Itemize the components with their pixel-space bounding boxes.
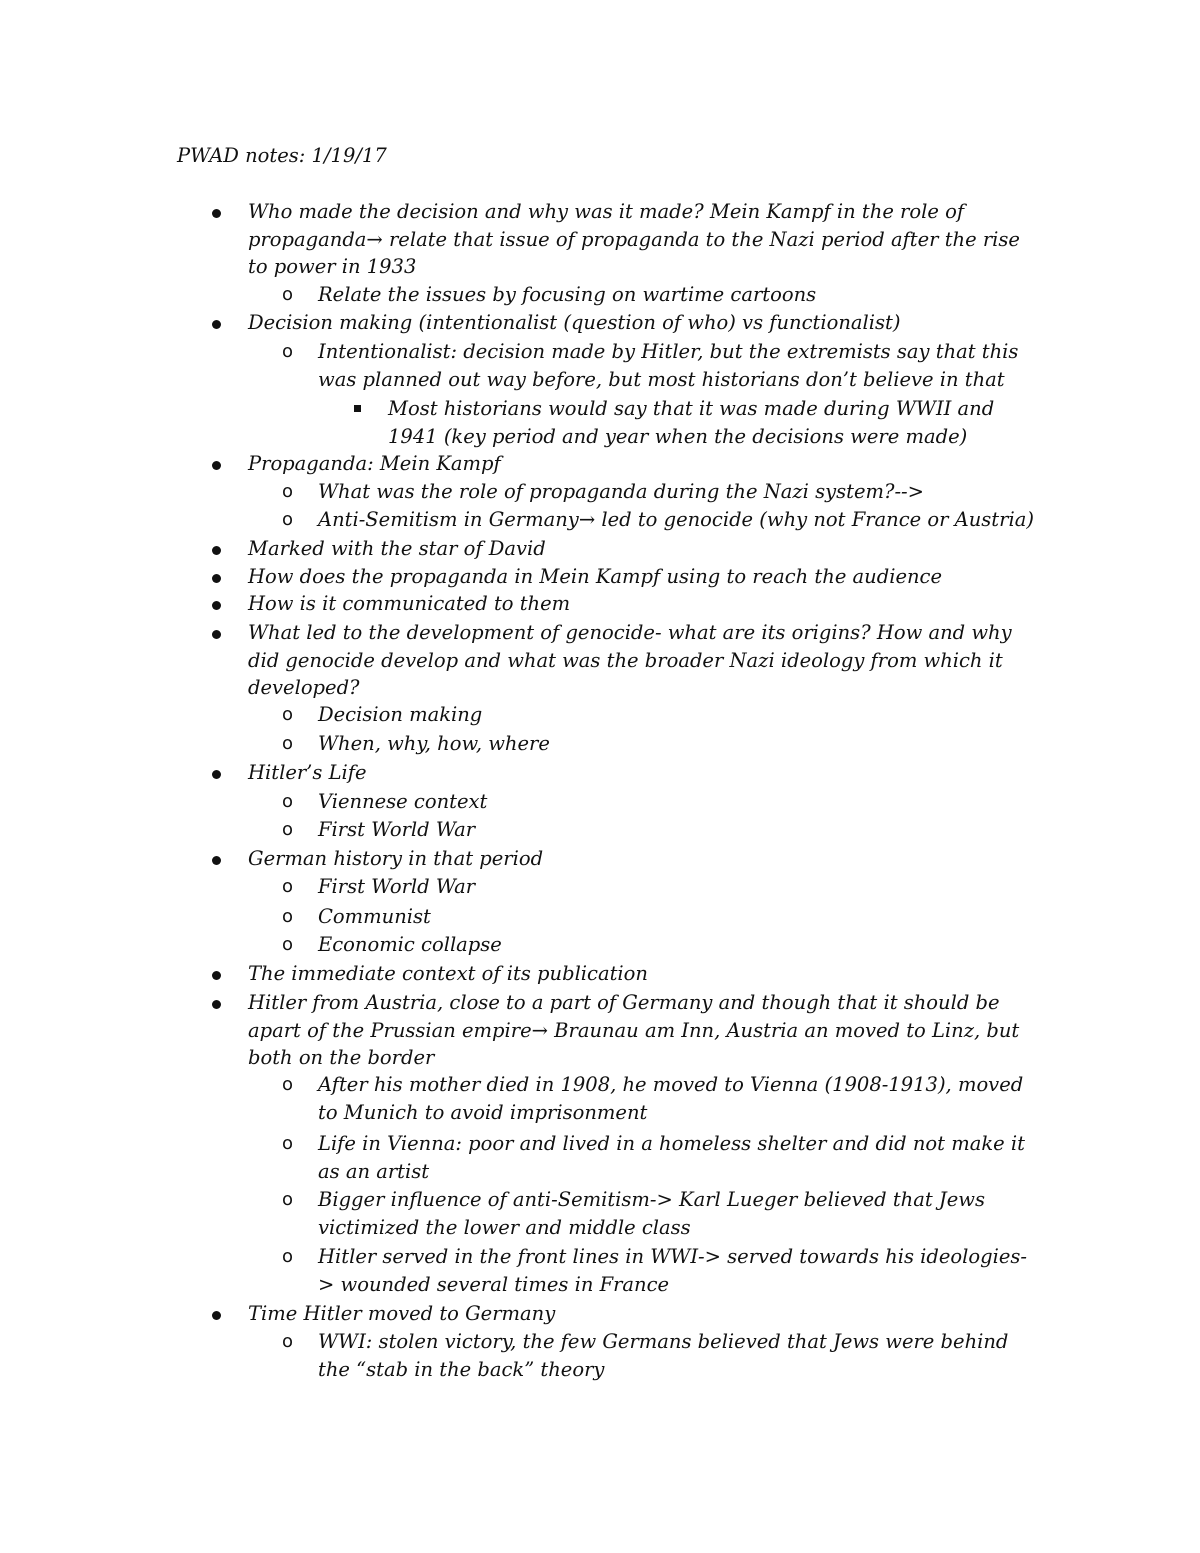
sub-bullet-text: Economic collapse: [318, 933, 502, 956]
sub-bullet-text: Relate the issues by focusing on wartime cartoons: [318, 283, 817, 306]
sub-bullet-marker: o: [282, 481, 294, 502]
bullet-item: [248, 198, 1038, 281]
bullet-text: Hitler’s Life: [248, 761, 367, 784]
sub-bullet-marker: o: [282, 733, 294, 754]
bullet-text: The immediate context of its publication: [248, 962, 648, 985]
sub-bullet-item: [282, 338, 1038, 393]
sub-sub-bullet-text: Most historians would say that it was made during WWII and 1941 (key period and year when the decisions were made): [388, 397, 995, 448]
sub-bullet-marker: o: [282, 934, 294, 955]
bullet-text: How does the propaganda in Mein Kampf using to reach the audience: [248, 565, 943, 588]
bullet-text: Decision making (intentionalist (question of who) vs functionalist): [248, 311, 901, 334]
sub-bullet-item: [282, 816, 1038, 844]
sub-bullet-item: [282, 730, 1038, 758]
bullet-item: [248, 845, 1038, 873]
bullet-text: Time Hitler moved to Germany: [248, 1302, 556, 1325]
bullet-marker: [212, 546, 221, 555]
sub-bullet-text: WWI: stolen victory, the few Germans believed that Jews were behind the “stab in the back” theory: [318, 1330, 1009, 1381]
sub-sub-bullet-item: [388, 395, 1048, 450]
sub-bullet-marker: o: [282, 1246, 294, 1267]
bullet-text: Propaganda: Mein Kampf: [248, 452, 501, 475]
square-bullet-marker: [354, 405, 361, 412]
sub-bullet-text: Hitler served in the front lines in WWI-> served towards his ideologies-> wounded several times in France: [318, 1245, 1028, 1296]
sub-bullet-marker: o: [282, 1189, 294, 1210]
sub-bullet-item: [282, 873, 1038, 901]
bullet-marker: [212, 630, 221, 639]
bullet-marker: [212, 574, 221, 583]
sub-bullet-text: Viennese context: [318, 790, 488, 813]
bullet-text: Hitler from Austria, close to a part of Germany and though that it should be apart of the Prussian empire→ Braunau am Inn, Austria an moved to Linz, but both on the border: [248, 991, 1020, 1070]
sub-bullet-text: First World War: [318, 875, 476, 898]
sub-bullet-item: [282, 788, 1038, 816]
sub-bullet-text: Intentionalist: decision made by Hitler, but the extremists say that this was planned out way before, but most historians don’t believe in that: [318, 340, 1019, 391]
sub-bullet-item: [282, 903, 1038, 931]
sub-bullet-marker: o: [282, 284, 294, 305]
bullet-text: What led to the development of genocide- what are its origins? How and why did genocide develop and what was the broader Nazi ideology from which it developed?: [248, 621, 1012, 700]
sub-bullet-text: Bigger influence of anti-Semitism-> Karl Lueger believed that Jews victimized the lower and middle class: [318, 1188, 985, 1239]
sub-bullet-marker: o: [282, 1331, 294, 1352]
bullet-item: [248, 989, 1038, 1072]
bullet-item: [248, 1300, 1038, 1328]
bullet-marker: [212, 209, 221, 218]
sub-bullet-marker: o: [282, 876, 294, 897]
sub-bullet-item: [282, 506, 1048, 534]
sub-bullet-text: Life in Vienna: poor and lived in a homeless shelter and did not make it as an artist: [318, 1132, 1025, 1183]
bullet-item: [248, 450, 1038, 478]
bullet-text: German history in that period: [248, 847, 544, 870]
sub-bullet-text: What was the role of propaganda during the Nazi system?-->: [318, 480, 924, 503]
sub-bullet-item: [282, 701, 1038, 729]
bullet-text: Who made the decision and why was it made? Mein Kampf in the role of propaganda→ relate that issue of propaganda to the Nazi period after the rise to power in 1933: [248, 200, 1020, 279]
bullet-marker: [212, 770, 221, 779]
sub-bullet-text: First World War: [318, 818, 476, 841]
bullet-item: [248, 619, 1038, 702]
sub-bullet-item: [282, 281, 1038, 309]
sub-bullet-item: [282, 478, 1038, 506]
sub-bullet-item: [282, 1130, 1038, 1185]
sub-bullet-marker: o: [282, 704, 294, 725]
bullet-marker: [212, 1000, 221, 1009]
sub-bullet-text: When, why, how, where: [318, 732, 550, 755]
page-title: PWAD notes: 1/19/17: [177, 144, 387, 167]
bullet-marker: [212, 1311, 221, 1320]
bullet-item: [248, 590, 1038, 618]
sub-bullet-text: Anti-Semitism in Germany→ led to genocide (why not France or Austria): [318, 508, 1034, 531]
sub-bullet-item: [282, 1186, 1038, 1241]
bullet-marker: [212, 601, 221, 610]
sub-bullet-item: [282, 1328, 1038, 1383]
bullet-item: [248, 309, 1038, 337]
bullet-item: [248, 960, 1038, 988]
bullet-item: [248, 535, 1038, 563]
sub-bullet-marker: o: [282, 509, 294, 530]
bullet-marker: [212, 461, 221, 470]
sub-bullet-text: After his mother died in 1908, he moved to Vienna (1908-1913), moved to Munich to avoid imprisonment: [318, 1073, 1024, 1124]
bullet-marker: [212, 320, 221, 329]
bullet-marker: [212, 971, 221, 980]
bullet-text: Marked with the star of David: [248, 537, 546, 560]
bullet-text: How is it communicated to them: [248, 592, 571, 615]
sub-bullet-marker: o: [282, 341, 294, 362]
sub-bullet-marker: o: [282, 906, 294, 927]
bullet-item: [248, 759, 1038, 787]
sub-bullet-item: [282, 1071, 1038, 1126]
bullet-item: [248, 563, 1038, 591]
sub-bullet-text: Decision making: [318, 703, 483, 726]
bullet-marker: [212, 856, 221, 865]
sub-bullet-item: [282, 931, 1038, 959]
sub-bullet-text: Communist: [318, 905, 431, 928]
sub-bullet-marker: o: [282, 1133, 294, 1154]
sub-bullet-marker: o: [282, 1074, 294, 1095]
sub-bullet-marker: o: [282, 819, 294, 840]
sub-bullet-marker: o: [282, 791, 294, 812]
sub-bullet-item: [282, 1243, 1038, 1298]
